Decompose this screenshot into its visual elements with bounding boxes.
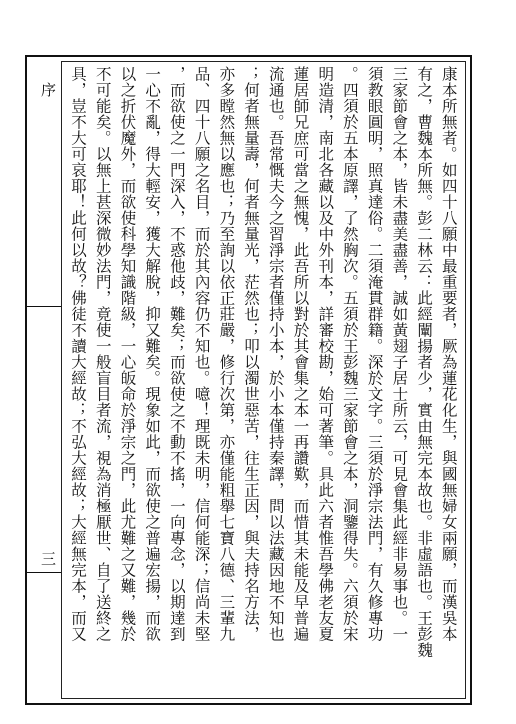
text-column-3: 三家節會之本，皆未盡美盡善，誠如黃翅子居士所云，可見會集此經非易事也。一 <box>390 66 409 642</box>
running-head: 序 <box>39 82 57 97</box>
text-column-16: 具，豈不大可哀耶！此何以故？佛徒不讀大經故；不弘大經故；大經無完本，而又 <box>69 66 87 642</box>
text-column-2: 有之，曹魏本所無。彭二林云：此經闡揚者少，實由無完本故也。非虛語也。王彭魏 <box>415 66 434 658</box>
spine-rule-upper <box>27 306 61 307</box>
text-column-5: 。四須於五本原譯，了然胸次。五須於王彭魏三家節會之本，洞鑒得失。六須於宋 <box>340 66 359 642</box>
page-number: 三 <box>39 551 57 566</box>
text-column-14: 以之折伏魔外，而欲使科學知識階級，一心皈命於淨宗之門，此尤難之又難，幾於 <box>118 66 137 642</box>
text-column-15: 不可能矣。以無上甚深微妙法門，竟使一般盲目者流，視為消極厭世、自了送終之 <box>93 66 112 642</box>
text-column-6: 明造清，南北各藏以及中外刊本，詳審校勘，始可著筆。具此六者惟吾學佛老友夏 <box>316 66 335 642</box>
text-column-4: 須教眼圓明，照真達俗。二須淹貫群籍。深於文字。三須於淨宗法門，有久修專功 <box>365 66 384 642</box>
spine-rule-lower <box>27 572 61 573</box>
text-column-8: 流通也。吾常慨夫今之習淨宗者僅持小本，於小本僅持秦譯，問以法藏因地不知也 <box>266 66 285 642</box>
text-column-12: ，而欲使之一門深入，不惑他歧，難矣；而欲使之不動不搖，一向專念，以期達到 <box>167 66 186 642</box>
body-text <box>64 66 464 696</box>
text-column-11: 品、四十八願之名目，而於其內容仍不知也。噫！理既未明，信何能深；信尚未堅 <box>192 66 211 642</box>
text-column-13: 一心不亂，得大輕安，獲大解脫，抑又難矣。現象如此，而欲使之普遍宏揚，而欲 <box>143 66 162 642</box>
text-column-10: 亦多瞠然無以應也；乃至詢以依正莊嚴，修行次第，亦僅能粗舉七寶八德、三輩九 <box>217 66 236 642</box>
text-column-1: 康本所無者。如四十八願中最重要者，厥為蓮花化生，與國無婦女兩願，而漢吳本 <box>439 66 458 642</box>
text-column-9: ；何者無量壽，何者無量光，茫然也；叩以濁世惡苦，往生正因，與夫持名方法， <box>242 66 261 642</box>
text-column-7: 蓮居師兄庶可當之無愧，此吾所以對於其會集之本一再讚歎，而惜其未能及早普遍 <box>291 66 310 642</box>
